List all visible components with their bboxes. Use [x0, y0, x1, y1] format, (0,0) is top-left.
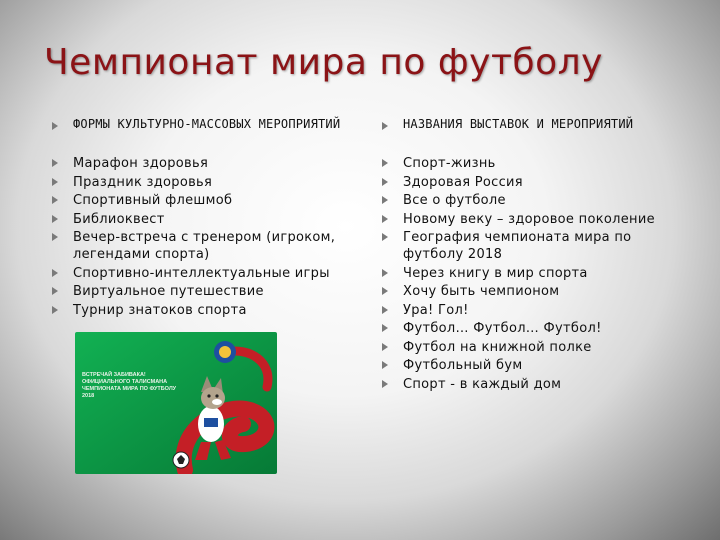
bullet-arrow-icon	[382, 196, 388, 204]
bullet-arrow-icon	[382, 343, 388, 351]
bullet-arrow-icon	[52, 287, 58, 295]
right-heading-text: НАЗВАНИЯ ВЫСТАВОК И МЕРОПРИЯТИЙ	[403, 117, 634, 131]
bullet-arrow-icon	[52, 233, 58, 241]
list-item-text: Спортивно-интеллектуальные игры	[73, 265, 330, 281]
list-item-text: Библиоквест	[73, 211, 165, 227]
bullet-arrow-icon	[382, 122, 388, 130]
list-item-text: Футбол… Футбол… Футбол!	[403, 321, 602, 336]
list-item-text: Марафон здоровья	[73, 156, 209, 171]
bullet-arrow-icon	[52, 306, 58, 314]
list-item	[382, 211, 682, 228]
bullet-arrow-icon	[52, 159, 58, 167]
list-item	[52, 283, 352, 300]
left-column	[52, 118, 352, 320]
list-item-text: Футбол на книжной полке	[403, 339, 592, 355]
list-item-text: Ура! Гол!	[403, 302, 469, 318]
left-column-heading	[52, 118, 352, 131]
list-item	[382, 376, 682, 393]
list-item-text: Спорт-жизнь	[403, 156, 496, 171]
bullet-arrow-icon	[52, 178, 58, 186]
right-event-list	[382, 155, 682, 393]
list-item	[382, 174, 682, 191]
bullet-arrow-icon	[382, 215, 388, 223]
bullet-arrow-icon	[382, 380, 388, 388]
mascot-wolf-icon	[75, 332, 277, 474]
list-item	[382, 302, 682, 319]
list-item	[382, 283, 682, 300]
left-event-list	[52, 155, 352, 319]
list-item-text: Виртуальное путешествие	[73, 284, 264, 299]
list-item-text: Праздник здоровья	[73, 174, 213, 190]
bullet-arrow-icon	[52, 215, 58, 223]
list-item-text: Футбольный бум	[403, 358, 523, 373]
bullet-arrow-icon	[382, 287, 388, 295]
list-item-text: Турнир знатоков спорта	[73, 302, 247, 318]
list-item	[382, 155, 682, 172]
bullet-arrow-icon	[382, 269, 388, 277]
emblem-caption: ВСТРЕЧАЙ ЗАБИВАКА! ОФИЦИАЛЬНОГО ТАЛИСМАНА ЧЕМПИОНАТА МИРА ПО ФУТБОЛУ 2018	[82, 372, 177, 399]
list-item	[382, 357, 682, 374]
bullet-arrow-icon	[382, 324, 388, 332]
bullet-arrow-icon	[52, 122, 58, 130]
list-item	[382, 265, 682, 282]
list-item-text: Спорт - в каждый дом	[403, 376, 562, 392]
bullet-arrow-icon	[382, 361, 388, 369]
list-item-text: Все о футболе	[403, 193, 506, 208]
list-item	[382, 192, 682, 209]
list-item	[52, 302, 352, 319]
right-column	[382, 118, 682, 394]
list-item	[382, 339, 682, 356]
bullet-arrow-icon	[382, 159, 388, 167]
list-item	[382, 229, 682, 263]
world-cup-mascot-image	[75, 332, 277, 474]
list-item-text: Новому веку – здоровое поколение	[403, 211, 655, 227]
list-item	[52, 229, 352, 263]
list-item	[382, 320, 682, 337]
bullet-arrow-icon	[382, 178, 388, 186]
list-item-text: Спортивный флешмоб	[73, 193, 233, 208]
list-item	[52, 192, 352, 209]
list-item-text: Хочу быть чемпионом	[403, 284, 560, 299]
list-item-text: География чемпионата мира по футболу 2018	[403, 230, 632, 262]
bullet-arrow-icon	[382, 306, 388, 314]
bullet-arrow-icon	[52, 269, 58, 277]
list-item	[52, 155, 352, 172]
left-heading-text: ФОРМЫ КУЛЬТУРНО-МАССОВЫХ МЕРОПРИЯТИЙ	[73, 117, 341, 131]
list-item-text: Здоровая Россия	[403, 174, 523, 190]
list-item-text: Вечер-встреча с тренером (игроком, легендами спорта)	[73, 230, 336, 262]
bullet-arrow-icon	[52, 196, 58, 204]
slide-title: Чемпионат мира по футболу	[44, 42, 603, 83]
list-item-text: Через книгу в мир спорта	[403, 265, 588, 281]
bullet-arrow-icon	[382, 233, 388, 241]
list-item	[52, 211, 352, 228]
list-item	[52, 265, 352, 282]
right-column-heading	[382, 118, 682, 131]
list-item	[52, 174, 352, 191]
